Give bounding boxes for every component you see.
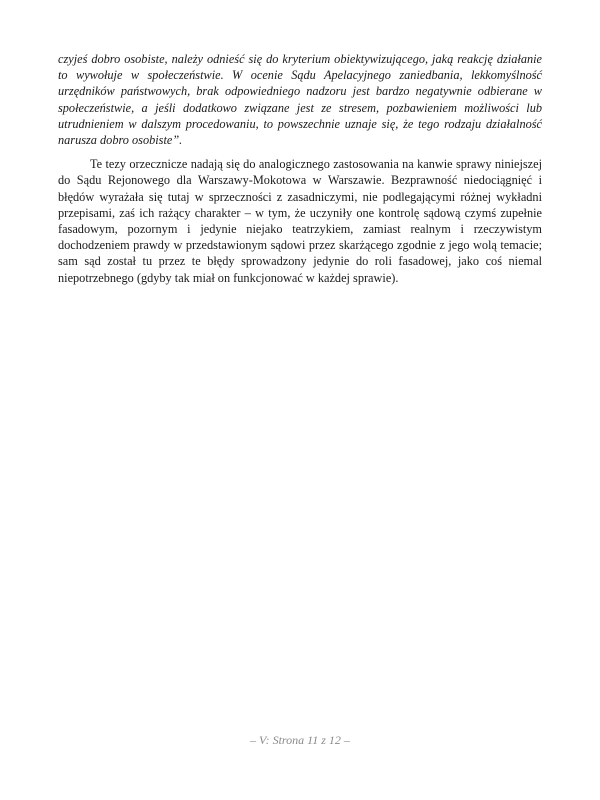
document-body — [58, 51, 542, 286]
page-footer: – V: Strona 11 z 12 – — [250, 733, 350, 747]
quoted-passage: czyjeś dobro osobiste, należy odnieść się do kryterium obiektywizującego, jaką reakcję działanie to wywołuje w społeczeństwie. W ocenie Sądu Apelacyjnego zaniedbania, lekkomyślność urzędników państwowych, brak odpowiedniego nadzoru jest bardzo negatywnie odbierane w społeczeństwie, a jeśli dodatkowo związane jest ze stresem, pozbawieniem możliwości lub utrudnieniem w dalszym procedowaniu, to powszechnie uznaje się, że tego rodzaju działalność narusza dobro osobiste”. — [58, 52, 542, 148]
body-paragraph: Te tezy orzecznicze nadają się do analogicznego zastosowania na kanwie sprawy niniejszej do Sądu Rejonowego dla Warszawy-Mokotowa w Warszawie. Bezprawność niedociągnięć i błędów wyrażała się tutaj w sprzeczności z zasadniczymi, nie podlegającymi różnej wykładni przepisami, zaś ich rażący charakter – w tym, że uczyniły one kontrolę sądową czymś zupełnie fasadowym, pozornym i jedynie niejako teatrzykiem, zamiast realnym i rzeczywistym dochodzeniem prawdy w przedstawionym sądowi przez skarżącego zgodnie z jego wolą temacie; sam sąd został tu przez te błędy sprowadzony jedynie do roli fasadowej, jako coś niemal niepotrzebnego (gdyby tak miał on funkcjonować w każdej sprawie). — [58, 157, 542, 285]
